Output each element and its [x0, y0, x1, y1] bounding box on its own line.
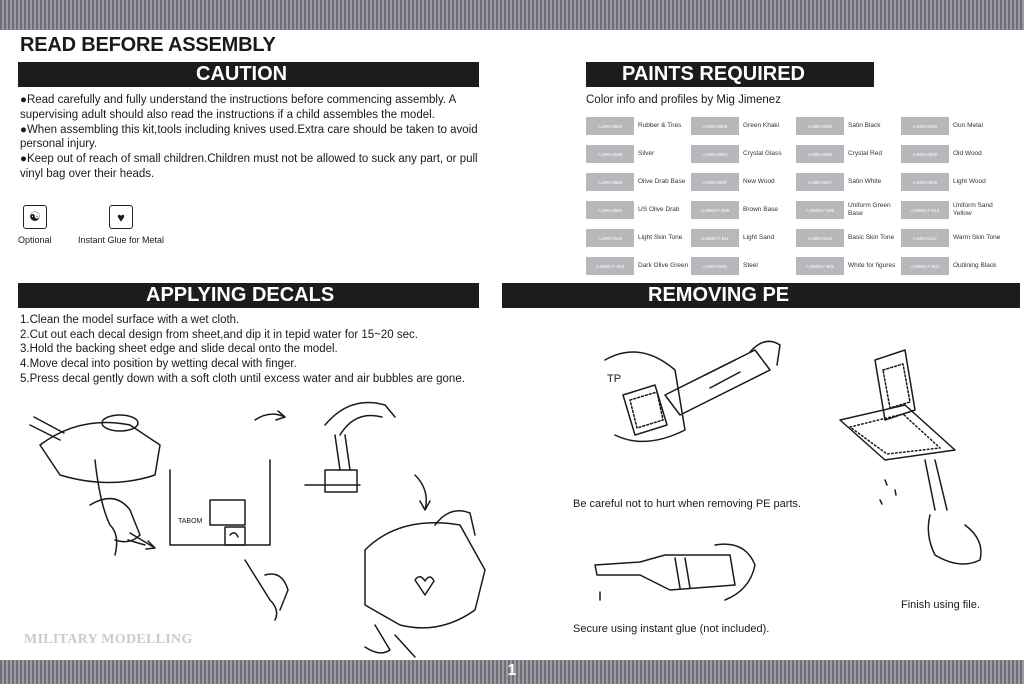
legend-label: Instant Glue for Metal [78, 235, 165, 245]
decal-steps [20, 313, 465, 387]
pe-caption-file: Finish using file. [901, 599, 980, 611]
paint-name: Uniform Green Base [848, 202, 891, 217]
paint-item [796, 112, 901, 140]
paint-name: Crystal Glass [743, 150, 782, 157]
paint-item [691, 140, 796, 168]
paint-item [796, 196, 901, 224]
paint-code-chip: A.MIG-0047 [796, 173, 844, 191]
paint-item [796, 140, 901, 168]
decal-step: 4.Move decal into position by wetting decal with finger. [20, 358, 297, 371]
watermark: MILITARY MODELLING [24, 632, 193, 647]
legend-instant-glue [78, 205, 164, 245]
paint-item [691, 224, 796, 252]
top-border [0, 0, 1024, 30]
paint-name: Light Skin Tone [638, 234, 683, 241]
decals-heading-bar [18, 283, 479, 308]
decal-step: 5.Press decal gently down with a soft cloth until excess water and air bubbles are gone. [20, 372, 465, 385]
paint-code-chip: A.MIG-0081 [586, 201, 634, 219]
decals-heading: APPLYING DECALS [146, 284, 335, 306]
paint-code-chip: A.MIG-0038 [901, 145, 949, 163]
pe-illustration [585, 330, 1015, 630]
paint-code-chip: A.MIG-0117 [901, 229, 949, 247]
paint-name: White for figures [848, 262, 896, 269]
paint-item [901, 112, 1006, 140]
decal-step: 2.Cut out each decal design from sheet,and dip it in tepid water for 15~20 sec. [20, 328, 418, 341]
pe-heading: REMOVING PE [648, 284, 790, 306]
yin-yang-icon: ☯ [23, 205, 47, 229]
paint-item [586, 140, 691, 168]
legend-label: Optional [18, 235, 52, 245]
paint-item [901, 140, 1006, 168]
paint-item [586, 224, 691, 252]
paint-item [586, 112, 691, 140]
caution-text [20, 93, 488, 182]
paint-item [586, 196, 691, 224]
paint-name: Old Wood [953, 150, 982, 157]
paint-name: Crystal Red [848, 150, 882, 157]
paint-name: New Wood [743, 178, 775, 185]
paint-item [586, 168, 691, 196]
decal-illustration [20, 395, 500, 660]
paints-subtitle: Color info and profiles by Mig Jimenez [586, 94, 781, 106]
paint-name: Outlining Black [953, 262, 997, 269]
paint-code-chip: A.MIG-0195 [586, 145, 634, 163]
paint-name: Green Khaki [743, 122, 780, 129]
paint-item [691, 168, 796, 196]
paint-code-chip: A.MIG-0032 [796, 117, 844, 135]
paint-item [796, 168, 901, 196]
paint-item [901, 224, 1006, 252]
paint-code-chip: A.MMO.F-502 [901, 257, 949, 275]
caution-heading: CAUTION [196, 63, 288, 85]
paint-name: Dark Olive Green [638, 262, 689, 269]
paints-heading: PAINTS REQUIRED [622, 63, 805, 85]
paint-item [901, 168, 1006, 196]
paint-item [796, 252, 901, 280]
caution-paragraph: ●Read carefully and fully understand the instructions before commencing assembly. A supervising adult should also read the instructions if a child assembles the model. [20, 94, 456, 121]
paint-code-chip: A.MIG-0118 [796, 229, 844, 247]
paint-code-chip: A.MIG-0045 [901, 117, 949, 135]
paint-name: Olive Drab Base [638, 178, 686, 185]
pe-caption-remove: Be careful not to hurt when removing PE parts. [573, 498, 802, 510]
paint-item [796, 224, 901, 252]
caution-paragraph: ●When assembling this kit,tools including knives used.Extra care should be taken to avoid personal injury. [20, 123, 478, 151]
paints-heading-bar [586, 62, 874, 87]
paint-code-chip: A.MMO.F-511 [691, 229, 739, 247]
paint-name: US Olive Drab [638, 206, 680, 213]
caution-paragraph: ●Keep out of reach of small children.Children must not be allowed to suck any part, or pull vinyl bag over their heads. [20, 153, 478, 180]
paint-code-chip: A.MIG-0033 [586, 117, 634, 135]
paint-item [691, 252, 796, 280]
page-title: READ BEFORE ASSEMBLY [20, 34, 276, 56]
paint-code-chip: A.MIG-0037 [691, 173, 739, 191]
paint-name: Light Sand [743, 234, 775, 241]
paint-name: Basic Skin Tone [848, 234, 895, 241]
paint-name: Gun Metal [953, 122, 983, 129]
paint-code-chip: A.MIG-0093 [796, 145, 844, 163]
paint-name: Rubber & Tires [638, 122, 682, 129]
paint-code-chip: A.MIG-0009 [691, 117, 739, 135]
paint-code-chip: A.MMO.F-503 [586, 257, 634, 275]
paint-list [586, 112, 1006, 278]
paint-code-chip: A.MIG-0094 [691, 145, 739, 163]
paint-item [691, 112, 796, 140]
paint-code-chip: A.MMO.F-509 [691, 201, 739, 219]
decal-sheet-label: TABOM [178, 518, 203, 525]
paint-name: Brown Base [743, 206, 779, 213]
paint-code-chip: A.MIG-0191 [691, 257, 739, 275]
paint-name: Warm Skin Tone [953, 234, 1001, 241]
paint-item [586, 252, 691, 280]
paint-item [901, 196, 1006, 224]
pe-heading-bar [502, 283, 1020, 308]
paint-code-chip: A.MMO.F-519 [901, 201, 949, 219]
paint-item [901, 252, 1006, 280]
paint-code-chip: A.MMO.F-520 [796, 201, 844, 219]
decal-step: 3.Hold the backing sheet edge and slide decal onto the model. [20, 343, 338, 356]
legend-optional [18, 205, 52, 245]
paint-item [691, 196, 796, 224]
paint-name: Satin White [848, 178, 882, 185]
paint-name: Uniform Sand Yellow [953, 202, 993, 217]
paint-name: Satin Black [848, 122, 881, 129]
paint-code-chip: A.MMO.F-501 [796, 257, 844, 275]
paint-code-chip: A.MIG-0039 [901, 173, 949, 191]
broken-heart-icon: ♥ [109, 205, 133, 229]
paint-name: Steel [743, 262, 758, 269]
decal-step: 1.Clean the model surface with a wet cloth. [20, 314, 240, 326]
caution-heading-bar [18, 62, 479, 87]
paint-name: Light Wood [953, 178, 986, 185]
paint-code-chip: A.MIG-0926 [586, 173, 634, 191]
pe-part-label: TP [607, 373, 622, 385]
paint-name: Silver [638, 150, 655, 157]
pe-caption-glue: Secure using instant glue (not included). [573, 623, 770, 635]
page-number: 1 [507, 662, 517, 679]
paint-code-chip: A.MIG-0119 [586, 229, 634, 247]
